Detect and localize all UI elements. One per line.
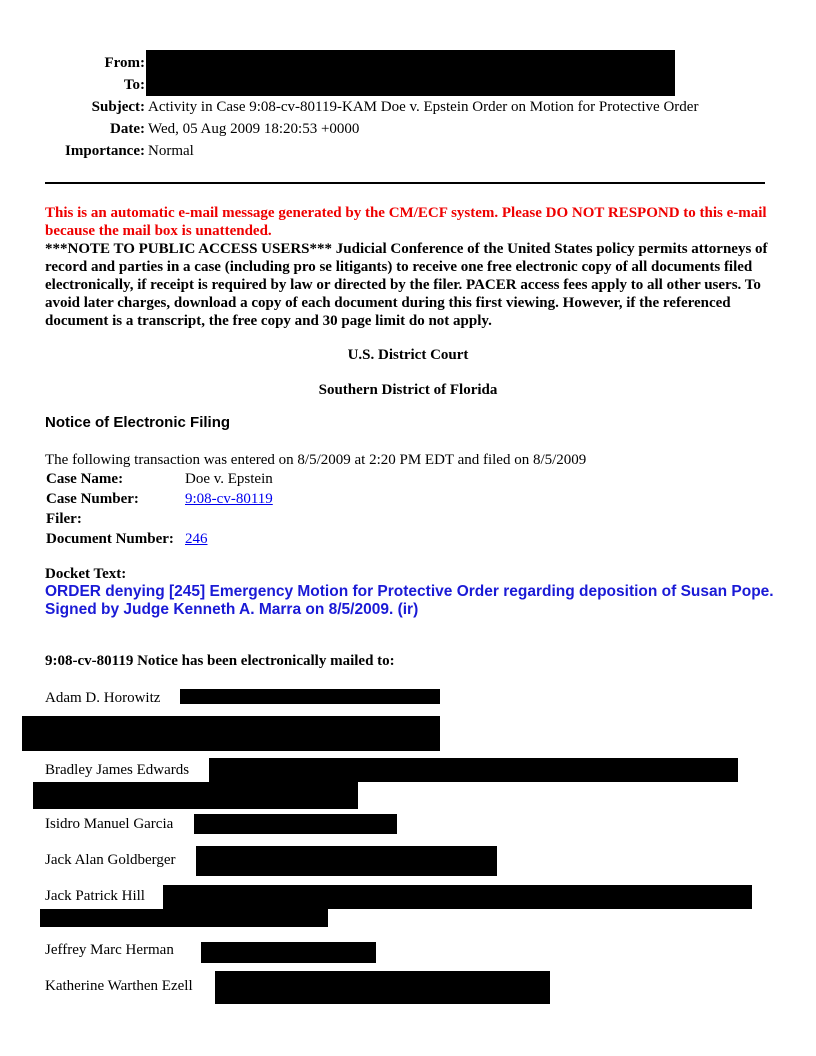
docket-text: ORDER denying [245] Emergency Motion for Protective Order regarding deposition of Susan Pope. Signed by Judge Kenneth A. Marra on 8/5/2009. (ir) xyxy=(45,583,774,618)
public-access-note: ***NOTE TO PUBLIC ACCESS USERS*** Judicial Conference of the United States policy permits attorneys of record and parties in a case (including pro se litigants) to receive one free electronic copy of all documents filed electronically, if receipt is required by law or directed by the filer. PACER access fees apply to all other users. To avoid later charges, download a copy of each document during this first viewing. However, if the referenced document is a transcript, the free copy and 30 page limit do not apply. xyxy=(45,241,768,329)
date-value: Wed, 05 Aug 2009 18:20:53 +0000 xyxy=(148,121,360,137)
subject-label: Subject: xyxy=(91,99,145,115)
importance-label: Importance: xyxy=(65,143,145,159)
recipient-name: Jack Alan Goldberger xyxy=(45,852,176,868)
redacted-email xyxy=(209,758,738,782)
recipient-name: Isidro Manuel Garcia xyxy=(45,816,174,832)
court-name: U.S. District Court xyxy=(347,347,469,363)
redacted-email xyxy=(22,716,440,751)
document-number-link[interactable] xyxy=(185,531,208,548)
recipient-name: Jack Patrick Hill xyxy=(45,888,145,904)
redacted-email xyxy=(201,942,376,963)
mailed-heading: 9:08-cv-80119 Notice has been electronically mailed to: xyxy=(45,653,395,669)
transaction-line: The following transaction was entered on 8/5/2009 at 2:20 PM EDT and filed on 8/5/2009 xyxy=(45,452,587,468)
redacted-email xyxy=(163,885,752,909)
subject-value: Activity in Case 9:08-cv-80119-KAM Doe v. Epstein Order on Motion for Protective Order xyxy=(148,99,699,115)
redacted-email xyxy=(33,782,358,809)
case-name-value: Doe v. Epstein xyxy=(185,471,273,487)
importance-value: Normal xyxy=(148,143,194,159)
auto-message-warning: This is an automatic e-mail message generated by the CM/ECF system. Please DO NOT RESPOND to this e-mail because the mail box is unattended. xyxy=(45,205,767,239)
redacted-email xyxy=(180,689,440,704)
document-number-label: Document Number: xyxy=(46,531,174,547)
case-number-label: Case Number: xyxy=(46,491,139,507)
recipient-name: Adam D. Horowitz xyxy=(45,690,161,706)
case-number-value[interactable]: 9:08-cv-80119 xyxy=(185,491,273,507)
case-name-label: Case Name: xyxy=(46,471,124,487)
from-label: From: xyxy=(104,55,145,71)
court-district: Southern District of Florida xyxy=(318,382,498,398)
case-number-link[interactable] xyxy=(185,491,273,508)
filer-label: Filer: xyxy=(46,511,82,527)
redacted-from-to xyxy=(146,50,675,96)
redacted-email xyxy=(215,971,550,1004)
date-label: Date: xyxy=(110,121,145,137)
document-number-value[interactable]: 246 xyxy=(185,531,208,547)
nef-title: Notice of Electronic Filing xyxy=(45,414,231,431)
recipient-name: Bradley James Edwards xyxy=(45,762,190,778)
recipient-name: Jeffrey Marc Herman xyxy=(45,942,174,958)
recipient-name: Katherine Warthen Ezell xyxy=(45,978,193,994)
redacted-email xyxy=(196,846,497,876)
header-divider xyxy=(45,182,765,184)
redacted-email xyxy=(194,814,397,834)
redacted-email xyxy=(40,909,328,927)
docket-text-label: Docket Text: xyxy=(45,566,127,582)
to-label: To: xyxy=(123,77,145,93)
